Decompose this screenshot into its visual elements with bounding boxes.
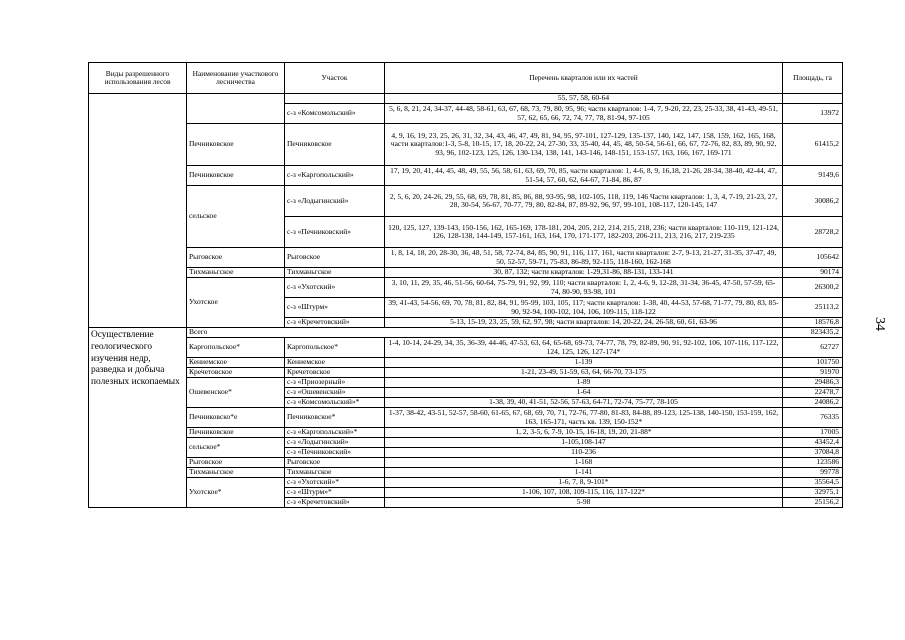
quarters-cell: 1, 8, 14, 18, 20, 28-30, 36, 48, 51, 58, 72-74, 84, 85, 90, 91, 116, 117, 161, части кварталов: 2-7, 9-13, 21-27, 31-35, 37-47, 49, 50, 52-57, 59-71, 75-83, 86-89, 92-115, 118-160, 162-168 <box>385 248 783 268</box>
area-cell: 37084,8 <box>783 448 843 458</box>
forestry-cell: Тихманьгское <box>187 468 285 478</box>
plot-cell: с-з «Кречетовский» <box>285 498 385 508</box>
forestry-cell: Ошевенское* <box>187 378 285 408</box>
forestry-cell: Печниковское <box>187 428 285 438</box>
plot-cell: с-з «Лодыгинский» <box>285 438 385 448</box>
plot-cell: с-з «Каргопольский» <box>285 166 385 186</box>
quarters-cell: 39, 41-43, 54-56, 69, 70, 78, 81, 82, 84, 91, 95-99, 103, 105, 117; части кварталов: 1-38, 40, 44-53, 57-68, 71-77, 79, 80, 83, 85-90, 92-94, 100-102, 104, 106, 109-115, 118-122 <box>385 298 783 318</box>
area-cell: 32975,1 <box>783 488 843 498</box>
plot-cell: Тихманьгское <box>285 268 385 278</box>
area-cell: 91970 <box>783 368 843 378</box>
table-header-row <box>89 63 843 94</box>
quarters-cell: 1-6, 7, 8, 9-101* <box>385 478 783 488</box>
area-cell: 123586 <box>783 458 843 468</box>
quarters-cell: 1-38, 39, 40, 41-51, 52-56, 57-63, 64-71, 72-74, 75-77, 78-105 <box>385 398 783 408</box>
forestry-cell <box>187 94 285 124</box>
forestry-cell: Ухотское* <box>187 478 285 508</box>
forestry-cell: Тихманьгское <box>187 268 285 278</box>
table-row <box>89 358 843 368</box>
plot-cell <box>285 94 385 104</box>
plot-cell: с-з «Печниковский» <box>285 217 385 248</box>
table-row <box>89 338 843 358</box>
area-cell: 25156,2 <box>783 498 843 508</box>
quarters-cell: 2, 5, 6, 20, 24-26, 29, 55, 68, 69, 78, 81, 85, 86, 88, 93-95, 98, 102-105, 118, 119, 146 Части кварталов: 1, 3, 4, 7-19, 21-23, 27, 28, 30-54, 56-67, 70-77, 79, 80, 82-84, 87, 89-92, 96, 97, 99-101, 108-117, 120-145, 147 <box>385 186 783 217</box>
forestry-cell: Кречетовское <box>187 368 285 378</box>
quarters-cell: 5, 6, 8, 21, 24, 34-37, 44-48, 58-61, 63, 67, 68, 73, 79, 80, 95, 96; части кварталов: 1-4, 7, 9-20, 22, 23, 25-33, 38, 41-43, 49-51, 57, 62, 65, 66, 72, 74, 77, 78, 81-94, 97-105 <box>385 104 783 124</box>
plot-cell: Каргопольское* <box>285 338 385 358</box>
table-row <box>89 438 843 448</box>
header-area: Площадь, га <box>783 63 843 94</box>
quarters-cell: 1-105,108-147 <box>385 438 783 448</box>
table-row <box>89 328 843 338</box>
plot-cell: с-з «Каргопольский»* <box>285 428 385 438</box>
forest-use-table <box>88 62 843 508</box>
quarters-cell: 17, 19, 20, 41, 44, 45, 48, 49, 55, 56, 58, 61, 63, 69, 70, 85, части кварталов: 1, 4-6, 8, 9, 16,18, 21-26, 28-34, 38-40, 42-44, 47, 51-54, 57, 60, 62, 64-67, 71-84, 86, 87 <box>385 166 783 186</box>
quarters-cell: 5-98 <box>385 498 783 508</box>
area-cell: 13972 <box>783 104 843 124</box>
forestry-cell: Печниковское <box>187 166 285 186</box>
table-row <box>89 248 843 268</box>
table-row <box>89 478 843 488</box>
area-cell: 101750 <box>783 358 843 368</box>
quarters-cell: 1, 2, 3-5, 6, 7-9, 10-15, 16-18, 19, 20, 21-88* <box>385 428 783 438</box>
plot-cell: с-з «Ухотский»* <box>285 478 385 488</box>
use-type-cell: Осуществление геологического изучения недр, разведка и добыча полезных ископаемых <box>89 328 187 508</box>
forestry-cell: Каргопольское* <box>187 338 285 358</box>
area-cell <box>783 94 843 104</box>
forestry-cell: Печниковское <box>187 124 285 166</box>
quarters-cell: 1-141 <box>385 468 783 478</box>
area-cell: 99778 <box>783 468 843 478</box>
table-row <box>89 468 843 478</box>
area-cell: 105642 <box>783 248 843 268</box>
area-cell: 9149,6 <box>783 166 843 186</box>
area-cell: 22478,7 <box>783 388 843 398</box>
area-cell: 24086,2 <box>783 398 843 408</box>
area-cell: 29486,3 <box>783 378 843 388</box>
table-row <box>89 166 843 186</box>
table-row <box>89 428 843 438</box>
quarters-cell: 120, 125, 127, 139-143, 150-156, 162, 165-169, 178-181, 204, 205, 212, 214, 215, 218, 236; части кварталов: 110-119, 121-124, 126, 128-138, 144-149, 157-161, 163, 164, 170, 171-177, 182-203, 206-211, 213, 216, 217, 219-235 <box>385 217 783 248</box>
quarters-cell: 1-139 <box>385 358 783 368</box>
plot-cell: Кениемское <box>285 358 385 368</box>
table-row <box>89 186 843 217</box>
area-cell: 30086,2 <box>783 186 843 217</box>
plot-cell: с-з «Комсомольский» <box>285 104 385 124</box>
quarters-cell: 1-37, 38-42, 43-51, 52-57, 58-60, 61-65, 67, 68, 69, 70, 71, 72-76, 77-80, 81-83, 84-88, 89-123, 125-138, 140-150, 153-159, 162, 163, 165-171, часть кв. 139, 150-152* <box>385 408 783 428</box>
table-row <box>89 458 843 468</box>
quarters-cell: 3, 10, 11, 29, 35, 46, 51-56, 60-64, 75-79, 91, 92, 99, 110; части кварталов: 1, 2, 4-6, 9, 12-28, 31-34, 36-45, 47-50, 57-59, 65-74, 80-90, 93-98, 101 <box>385 278 783 298</box>
table-body <box>89 94 843 508</box>
quarters-cell: 1-106, 107, 108, 109-115, 116, 117-122* <box>385 488 783 498</box>
area-cell: 823435,2 <box>783 328 843 338</box>
plot-cell: с-з «Ошевенский» <box>285 388 385 398</box>
plot-cell: Кречетовское <box>285 368 385 378</box>
header-quarters: Перечень кварталов или их частей <box>385 63 783 94</box>
quarters-cell: 1-4, 10-14, 24-29, 34, 35, 36-39, 44-46, 47-53, 63, 64, 65-68, 69-73, 74-77, 78, 79, 82-89, 90, 91, 92-102, 106, 107-116, 117-122, 124, 125, 126, 127-174* <box>385 338 783 358</box>
quarters-cell: 30, 87, 132; части кварталов: 1-29,31-86, 88-131, 133-141 <box>385 268 783 278</box>
area-cell: 28728,2 <box>783 217 843 248</box>
plot-cell: Тихманьгское <box>285 468 385 478</box>
forestry-cell: Ухотское <box>187 278 285 328</box>
area-cell: 26300,2 <box>783 278 843 298</box>
table-row <box>89 378 843 388</box>
quarters-cell: 4, 9, 16, 19, 23, 25, 26, 31, 32, 34, 43, 46, 47, 49, 81, 94, 95, 97-101, 127-129, 135-137, 140, 142, 147, 158, 159, 162, 165, 168, части кварталов:1-3, 5-8, 10-15, 17, 18, 20-22, 24, 27-30, 33, 35-40, 44, 45, 48, 50-54, 56-61, 66, 67, 72-76, 82, 83, 89, 90, 92, 93, 96, 102-123, 125, 126, 130-134, 138, 141, 143-146, 148-151, 153-157, 163, 166, 167, 169-171 <box>385 124 783 166</box>
forestry-cell: Кениемское <box>187 358 285 368</box>
plot-cell: Рыговское <box>285 458 385 468</box>
table-row <box>89 94 843 104</box>
forestry-cell: сельское* <box>187 438 285 458</box>
table-row <box>89 268 843 278</box>
total-label-cell: Всего <box>187 328 783 338</box>
quarters-cell: 1-64 <box>385 388 783 398</box>
area-cell: 18576,8 <box>783 318 843 328</box>
table-row <box>89 278 843 298</box>
area-cell: 43452,4 <box>783 438 843 448</box>
quarters-cell: 1-168 <box>385 458 783 468</box>
quarters-cell: 1-89 <box>385 378 783 388</box>
plot-cell: Рыговское <box>285 248 385 268</box>
plot-cell: Печниковское* <box>285 408 385 428</box>
plot-cell: с-з «Штурм» <box>285 298 385 318</box>
area-cell: 35564,5 <box>783 478 843 488</box>
area-cell: 25113,2 <box>783 298 843 318</box>
table-row <box>89 368 843 378</box>
plot-cell: с-з «Ухотский» <box>285 278 385 298</box>
forestry-cell: Печниковско*е <box>187 408 285 428</box>
table-row <box>89 408 843 428</box>
plot-cell: с-з «Комсомольский»* <box>285 398 385 408</box>
plot-cell: Печниковское <box>285 124 385 166</box>
area-cell: 61415,2 <box>783 124 843 166</box>
area-cell: 76335 <box>783 408 843 428</box>
forestry-cell: Рыговское <box>187 458 285 468</box>
use-type-cell <box>89 94 187 328</box>
plot-cell: с-з «Лодыгинский» <box>285 186 385 217</box>
area-cell: 90174 <box>783 268 843 278</box>
plot-cell: с-з «Штурм»* <box>285 488 385 498</box>
header-forestry: Наименование участкового лесничества <box>187 63 285 94</box>
forestry-cell: сельское <box>187 186 285 248</box>
plot-cell: с-з «Печниковский» <box>285 448 385 458</box>
page-number: 34 <box>872 317 887 331</box>
quarters-cell: 55, 57, 58, 60-64 <box>385 94 783 104</box>
quarters-cell: 110-236 <box>385 448 783 458</box>
header-plot: Участок <box>285 63 385 94</box>
table-row <box>89 124 843 166</box>
quarters-cell: 1-21, 23-49, 51-59, 63, 64, 66-70, 73-175 <box>385 368 783 378</box>
plot-cell: с-з «Кречетовский» <box>285 318 385 328</box>
header-type: Виды разрешенного использования лесов <box>89 63 187 94</box>
forestry-cell: Рыговское <box>187 248 285 268</box>
area-cell: 17005 <box>783 428 843 438</box>
area-cell: 62727 <box>783 338 843 358</box>
quarters-cell: 5-13, 15-19, 23, 25, 59, 62, 97, 98; части кварталов: 14, 20-22, 24, 26-58, 60, 61, 63-96 <box>385 318 783 328</box>
plot-cell: с-з «Приозерный» <box>285 378 385 388</box>
